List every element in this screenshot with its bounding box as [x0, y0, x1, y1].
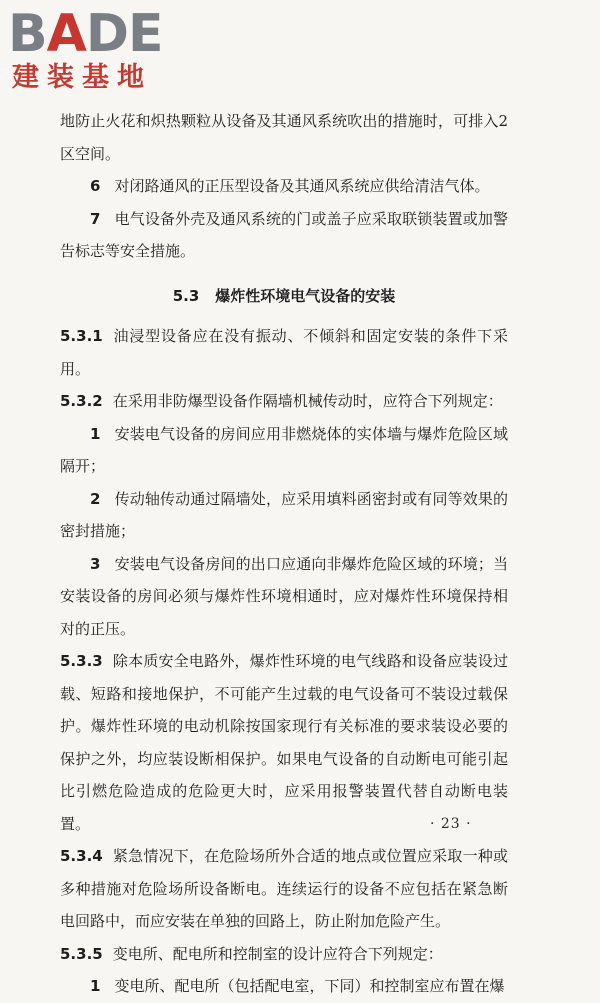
item-text: 对闭路通风的正压型设备及其通风系统应供给清洁气体。 [114, 177, 490, 195]
clause-text: 除本质安全电路外，爆炸性环境的电气线路和设备应装设过载、短路和接地保护，不可能产生过载的电气设备可不装设过载保护。爆炸性环境的电动机除按国家现行有关标准的要求装设必要的保护之外，均应装设断相保护。如果电气设备的自动断电可能引起比引燃危险造成的危险更大时，应采用报警装置代替自动断电装置。 [60, 652, 508, 833]
clause [60, 645, 508, 840]
item-number: 3 [90, 554, 101, 573]
clause-number: 5.3.4 [60, 847, 103, 865]
list-item [60, 483, 508, 548]
section-number: 5.3 [172, 286, 200, 305]
clause-text: 在采用非防爆型设备作隔墙机械传动时，应符合下列规定： [112, 392, 503, 410]
clause [60, 938, 508, 971]
list-item [60, 548, 508, 646]
continued-paragraph: 地防止火花和炽热颗粒从设备及其通风系统吹出的措施时，可排入2区空间。 [60, 112, 508, 163]
bade-logo [8, 4, 178, 96]
item-text: 变电所、配电所（包括配电室，下同）和控制室应布置在爆 [114, 977, 505, 995]
section-title: 爆炸性环境电气设备的安装 [215, 286, 396, 305]
clause-text: 紧急情况下，在危险场所外合适的地点或位置应采取一种或多种措施对危险场所设备断电。连续运行的设备不应包括在紧急断电回路中，而应安装在单独的回路上，防止附加危险产生。 [60, 847, 508, 930]
item-number: 1 [90, 424, 101, 443]
item-text: 电气设备外壳及通风系统的门或盖子应采取联锁装置或加警告标志等安全措施。 [60, 209, 508, 260]
list-item [60, 970, 508, 1003]
clause-number: 5.3.5 [60, 944, 103, 963]
logo-wordmark: BADE [8, 4, 163, 64]
item-number: 1 [90, 977, 101, 995]
clause-number: 5.3.1 [60, 327, 103, 345]
item-number: 6 [90, 177, 101, 195]
item-text: 传动轴传动通过隔墙处，应采用填料函密封或有同等效果的密封措施； [60, 489, 508, 540]
clause-text: 变电所、配电所和控制室的设计应符合下列规定： [112, 944, 443, 963]
clause [60, 385, 508, 418]
clause-number: 5.3.3 [60, 652, 103, 670]
list-item [60, 170, 508, 203]
item-text: 安装电气设备的房间应用非燃烧体的实体墙与爆炸危险区域隔开； [60, 424, 508, 475]
document-body [60, 105, 508, 1003]
section-heading [60, 280, 508, 313]
item-number: 7 [90, 209, 101, 228]
list-item [60, 418, 508, 483]
item-text: 安装电气设备房间的出口应通向非爆炸危险区域的环境；当安装设备的房间必须与爆炸性环境相通时，应对爆炸性环境保持相对的正压。 [60, 554, 508, 638]
clause [60, 320, 508, 385]
item-number: 2 [90, 489, 101, 508]
clause-number: 5.3.2 [60, 392, 103, 410]
list-item [60, 203, 508, 268]
clause [60, 840, 508, 938]
logo-subtitle: 建装基地 [12, 62, 152, 93]
page-number: · 23 · [430, 816, 472, 832]
clause-text: 油浸型设备应在没有振动、不倾斜和固定安装的条件下采用。 [60, 327, 508, 378]
